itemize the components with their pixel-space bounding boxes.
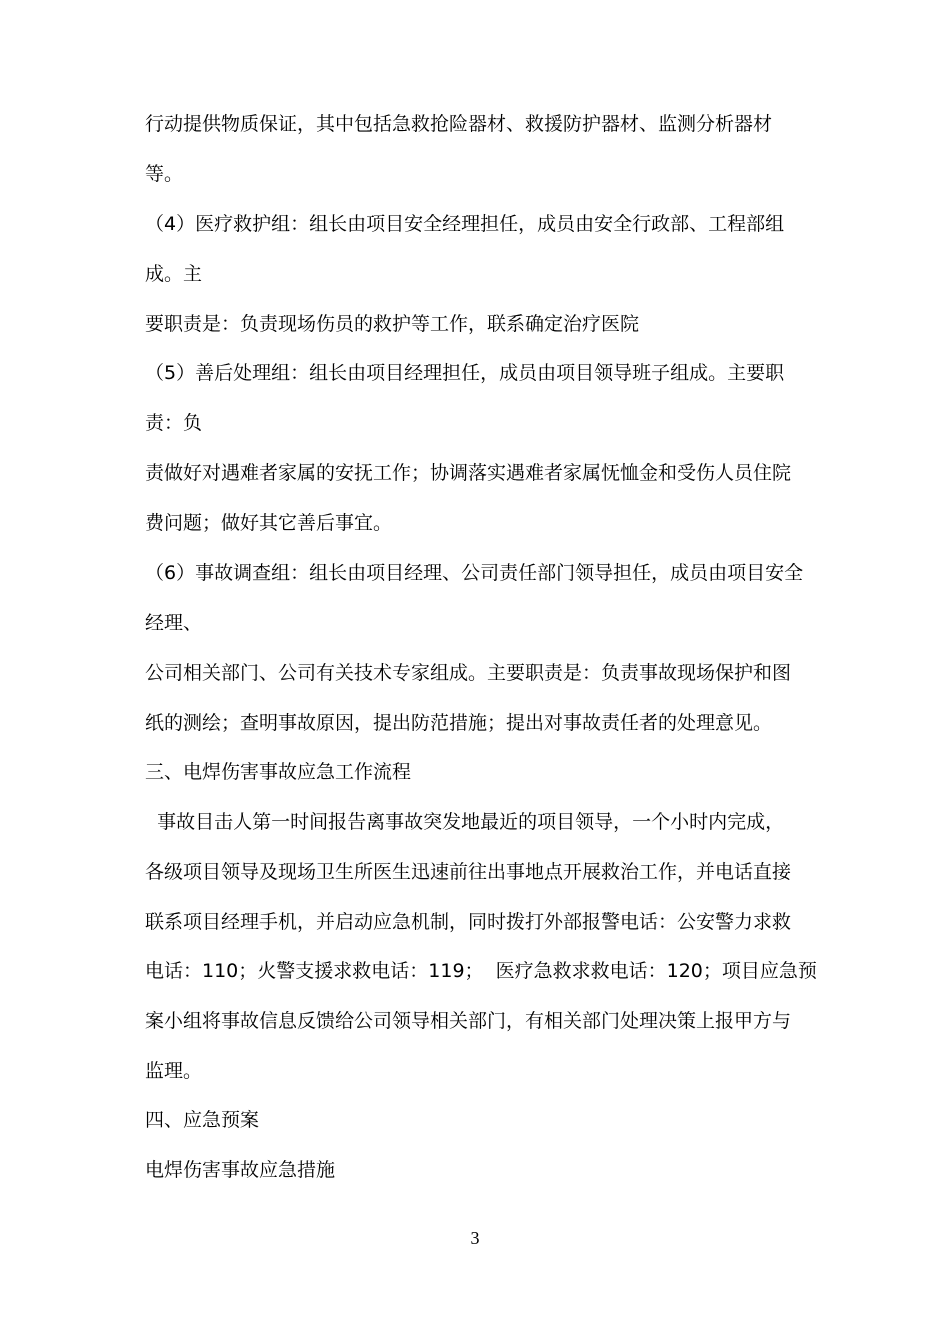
section-heading-4: 四、应急预案 (145, 1109, 260, 1131)
text-line-3: （4）医疗救护组：组长由项目安全经理担任，成员由安全行政部、工程部组 (145, 213, 785, 235)
text-line-15: 事故目击人第一时间报告离事故突发地最近的项目领导，一个小时内完成， (145, 811, 785, 833)
text-line-11: 经理、 (145, 612, 203, 634)
text-line-6: （5）善后处理组：组长由项目经理担任，成员由项目领导班子组成。主要职 (145, 362, 785, 384)
text-line-10: （6）事故调查组：组长由项目经理、公司责任部门领导担任，成员由项目安全 (145, 562, 804, 584)
text-line-4: 成。主 (145, 263, 203, 285)
text-line-20: 监理。 (145, 1060, 203, 1082)
text-line-8: 责做好对遇难者家属的安抚工作；协调落实遇难者家属怃恤金和受伤人员住院 (145, 462, 792, 484)
text-line-17: 联系项目经理手机，并启动应急机制，同时拨打外部报警电话：公安警力求救 (145, 911, 792, 933)
text-line-18: 电话：110；火警支援求救电话：119； 医疗急救求救电话：120；项目应急预 (145, 960, 817, 982)
text-line-19: 案小组将事故信息反馈给公司领导相关部门，有相关部门处理决策上报甲方与 (145, 1010, 792, 1032)
text-line-9: 费问题；做好其它善后事宜。 (145, 512, 393, 534)
page-number: 3 (470, 1228, 480, 1248)
text-line-13: 纸的测绘；查明事故原因，提出防范措施；提出对事故责任者的处理意见。 (145, 712, 773, 734)
text-line-16: 各级项目领导及现场卫生所医生迅速前往出事地点开展救治工作，并电话直接 (145, 861, 792, 883)
text-line-7: 责：负 (145, 412, 203, 434)
section-heading-3: 三、电焊伤害事故应急工作流程 (145, 761, 412, 783)
text-line-12: 公司相关部门、公司有关技术专家组成。主要职责是：负责事故现场保护和图 (145, 662, 792, 684)
text-line-22: 电焊伤害事故应急措施 (145, 1159, 336, 1181)
text-line-1: 行动提供物质保证，其中包括急救抢险器材、救援防护器材、监测分析器材 (145, 113, 773, 135)
text-line-5: 要职责是：负责现场伤员的救护等工作，联系确定治疗医院 (145, 313, 640, 335)
text-line-2: 等。 (145, 163, 184, 185)
